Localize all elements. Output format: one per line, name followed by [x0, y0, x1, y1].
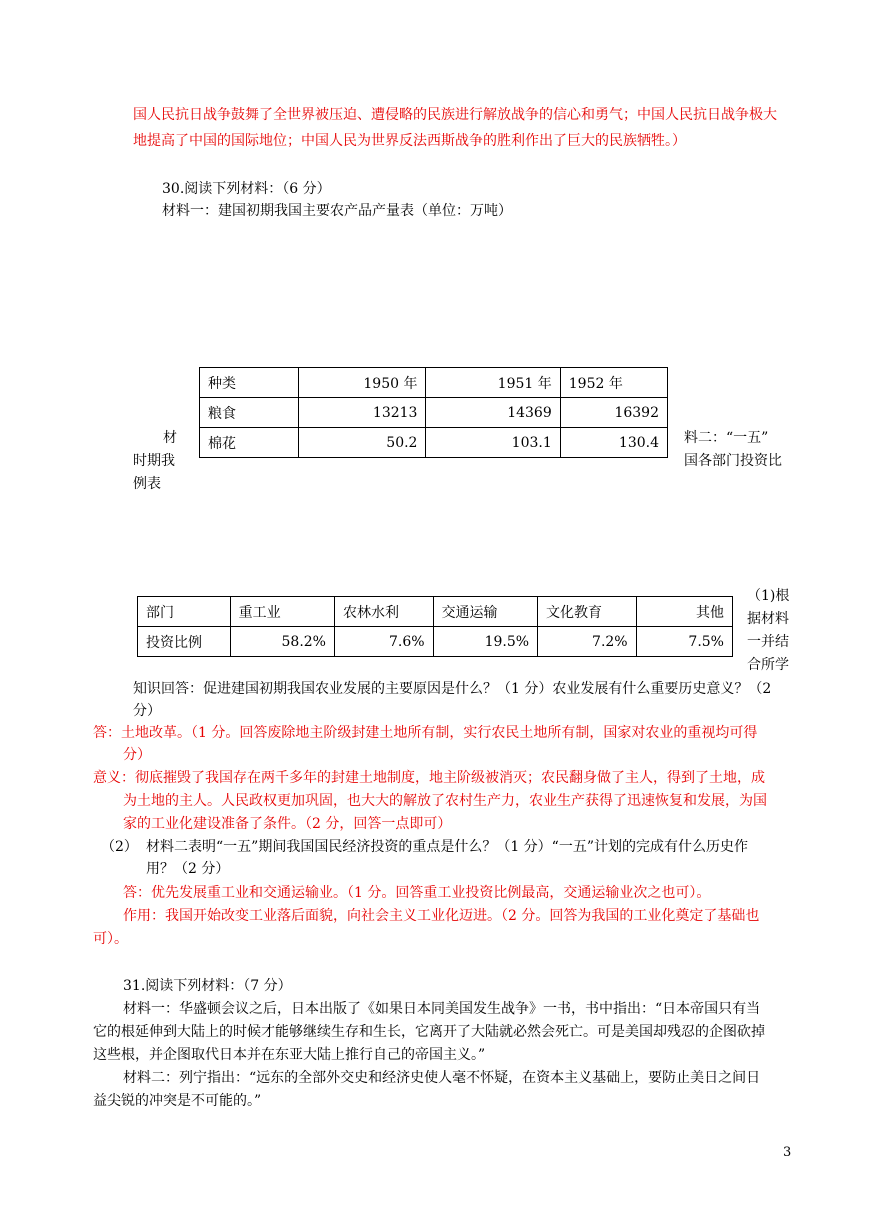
answer-intro-line1: 国人民抗日战争鼓舞了全世界被压迫、遭侵略的民族进行解放战争的信心和勇气；中国人民抗日战争极大	[133, 107, 777, 123]
table-header-cell: 重工业	[230, 597, 334, 627]
table-cell: 14369	[426, 398, 560, 428]
table-row	[138, 627, 733, 657]
table-cell: 16392	[560, 398, 667, 428]
table-cell: 粮食	[200, 398, 299, 428]
table-header-cell: 交通运输	[433, 597, 537, 627]
table-header-cell: 种类	[200, 368, 299, 398]
table-cell: 7.5%	[636, 627, 732, 657]
table-cell: 103.1	[426, 428, 560, 458]
table-cell: 7.2%	[538, 627, 637, 657]
table-cell: 19.5%	[433, 627, 537, 657]
q30-answer2-line1: 答：优先发展重工业和交通运输业。（1 分。回答重工业投资比例最高，交通运输业次之也可）。	[123, 885, 711, 901]
fragment-right2-2: 据材料	[747, 611, 789, 627]
table-row	[200, 428, 668, 458]
q30-answer2-line2: 作用：我国开始改变工业落后面貌，向社会主义工业化迈进。（2 分。回答为我国的工业化奠定了基础也	[123, 908, 760, 924]
table-header-row	[200, 368, 668, 398]
table-header-cell: 农林水利	[334, 597, 433, 627]
q30-sub2-number: （2）	[101, 839, 138, 855]
table-cell: 50.2	[299, 428, 426, 458]
q31-heading: 31.阅读下列材料：（7 分）	[123, 978, 292, 994]
q30-material1-title: 材料一：建国初期我国主要农产品产量表（单位：万吨）	[162, 203, 512, 219]
fragment-right2-4: 合所学	[747, 657, 789, 673]
q30-significance-line3: 家的工业化建设准备了条件。（2 分，回答一点即可）	[123, 816, 452, 832]
fragment-right-2: 国各部门投资比	[684, 453, 782, 469]
investment-ratio-table	[137, 596, 733, 657]
fragment-right2-1: （1)根	[747, 588, 790, 604]
q30-significance-line1: 意义：彻底摧毁了我国存在两千多年的封建土地制度，地主阶级被消灭；农民翻身做了主人，得到了土地，成	[93, 770, 765, 786]
table-cell: 棉花	[200, 428, 299, 458]
table-header-cell: 1952 年	[560, 368, 667, 398]
q30-sub1-line2: 分）	[133, 703, 161, 719]
q31-material1-line2: 它的根延伸到大陆上的时候才能够继续生存和生长，它离开了大陆就必然会死亡。可是美国却残忍的企图砍掉	[93, 1024, 765, 1040]
fragment-left-3: 例表	[133, 476, 161, 492]
fragment-right2-3: 一并结	[747, 634, 789, 650]
q30-heading: 30.阅读下列材料：（6 分）	[162, 181, 331, 197]
fragment-left-1: 材	[163, 430, 177, 446]
table-header-cell: 1950 年	[299, 368, 426, 398]
q30-sub2-line1: 材料二表明“一五”期间我国国民经济投资的重点是什么？（1 分）“一五”计划的完成有什么历史作	[146, 839, 748, 855]
table-cell: 13213	[299, 398, 426, 428]
table-cell: 130.4	[560, 428, 667, 458]
table-cell: 投资比例	[138, 627, 231, 657]
q30-answer2-line3: 可）。	[93, 931, 128, 947]
table-header-cell: 部门	[138, 597, 231, 627]
crop-output-table	[199, 367, 668, 458]
q31-material1-line1: 材料一：华盛顿会议之后，日本出版了《如果日本同美国发生战争》一书，书中指出：“日本帝国只有当	[123, 1001, 761, 1017]
table-header-cell: 文化教育	[538, 597, 637, 627]
q30-sub2-line2: 用？（2 分）	[146, 861, 230, 877]
fragment-right-1: 料二：“一五”	[684, 430, 769, 446]
q30-answer1-line2: 分）	[123, 747, 151, 763]
table-cell: 58.2%	[230, 627, 334, 657]
answer-intro-line2: 地提高了中国的国际地位；中国人民为世界反法西斯战争的胜利作出了巨大的民族牺牲。）	[133, 133, 686, 149]
table-header-cell: 其他	[636, 597, 732, 627]
q30-significance-line2: 为土地的主人。人民政权更加巩固，也大大的解放了农村生产力，农业生产获得了迅速恢复和发展，为国	[123, 793, 767, 809]
q31-material2-line2: 益尖锐的冲突是不可能的。”	[93, 1093, 262, 1109]
q30-sub1-line1: 知识回答：促进建国初期我国农业发展的主要原因是什么？（1 分）农业发展有什么重要历史意义？（2	[133, 681, 772, 697]
q30-answer1-line1: 答：土地改革。（1 分。回答废除地主阶级封建土地所有制，实行农民土地所有制，国家对农业的重视均可得	[93, 725, 758, 741]
page-number: 3	[783, 1145, 792, 1160]
table-header-cell: 1951 年	[426, 368, 560, 398]
table-cell: 7.6%	[334, 627, 433, 657]
q31-material1-line3: 这些根，并企图取代日本并在东亚大陆上推行自己的帝国主义。”	[93, 1047, 486, 1063]
table-header-row	[138, 597, 733, 627]
table-row	[200, 398, 668, 428]
fragment-left-2: 时期我	[133, 453, 175, 469]
q31-material2-line1: 材料二：列宁指出：“远东的全部外交史和经济史使人毫不怀疑，在资本主义基础上，要防止美日之间日	[123, 1070, 761, 1086]
